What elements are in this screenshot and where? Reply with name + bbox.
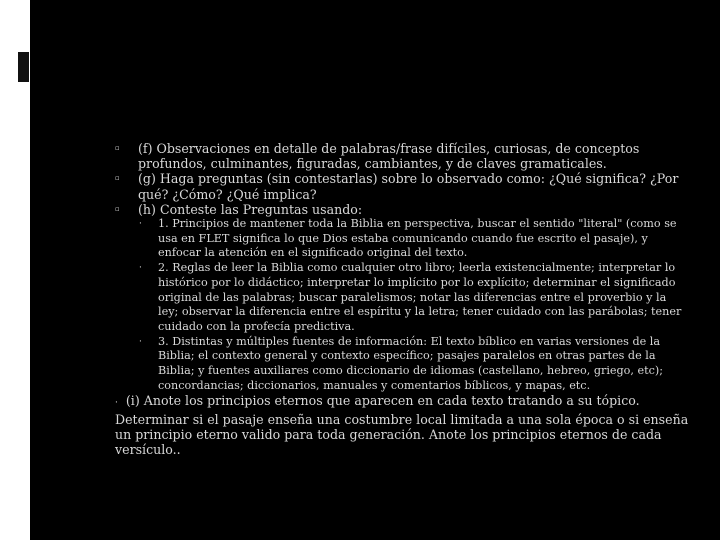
sub-bullet-item-2 — [115, 261, 690, 335]
bullet-item-g — [115, 171, 690, 201]
dot-bullet-icon: · — [139, 263, 142, 274]
bullet-item-f — [115, 141, 690, 171]
square-bullet-icon: ▫ — [115, 144, 120, 152]
sub-bullet-text: 2. Reglas de leer la Biblia como cualquier otro libro; leerla existencialmente; interpretar lo histórico por lo didáctico; interpretar lo implícito por lo explícito; determinar el significado original de las palabras; buscar paralelismos; notar las diferencias entre el proverbio y la ley; observar la diferencia entre el espíritu y la letra; tener cuidado con las parábolas; tener cuidado con la profecía predictiva. — [158, 261, 682, 333]
slide-body — [115, 141, 690, 457]
bullet-text: (f) Observaciones en detalle de palabras/frase difíciles, curiosas, de conceptos profundos, culminantes, figuradas, cambiantes, y de claves gramaticales. — [138, 141, 640, 172]
final-paragraph — [115, 393, 690, 457]
square-bullet-icon: ▫ — [115, 174, 120, 183]
sub-bullet-text: 3. Distintas y múltiples fuentes de información: El texto bíblico en varias versiones de la Biblia; el contexto general y contexto específico; pasajes paralelos en otras partes de la Biblia; y fuentes auxiliares como diccionario de idiomas (castellano, hebreo, griego, etc); concordancias; diccionarios, manuales y comentarios bíblicos, y mapas, etc. — [158, 334, 664, 392]
dot-bullet-icon: · — [139, 336, 142, 347]
bullet-item-h — [115, 202, 690, 217]
sub-bullet-item-3 — [115, 335, 690, 394]
dot-bullet-icon: · — [115, 398, 118, 409]
sub-bullet-text: 1. Principios de mantener toda la Biblia en perspectiva, buscar el sentido "literal" (como se usa en FLET significa lo que Dios estaba comunicando cuando fue escrito el pasaje), y enfocar la atención en el significado original del texto. — [158, 217, 677, 260]
accent-bar — [18, 52, 29, 82]
sub-bullet-item-1 — [115, 217, 690, 261]
square-bullet-icon: ▫ — [115, 204, 120, 213]
dot-bullet-icon: · — [139, 219, 142, 230]
bullet-text: (h) Conteste las Preguntas usando: — [138, 201, 363, 217]
final-paragraph-text: (i) Anote los principios eternos que aparecen en cada texto tratando a su tópico. Determinar si el pasaje enseña una costumbre local limitada a una sola época o si enseña un principio eterno valido para toda generación. Anote los principios eternos de cada versículo.. — [115, 393, 689, 458]
bullet-text: (g) Haga preguntas (sin contestarlas) sobre lo observado como: ¿Qué significa? ¿Por qué? ¿Cómo? ¿Qué implica? — [138, 171, 679, 202]
